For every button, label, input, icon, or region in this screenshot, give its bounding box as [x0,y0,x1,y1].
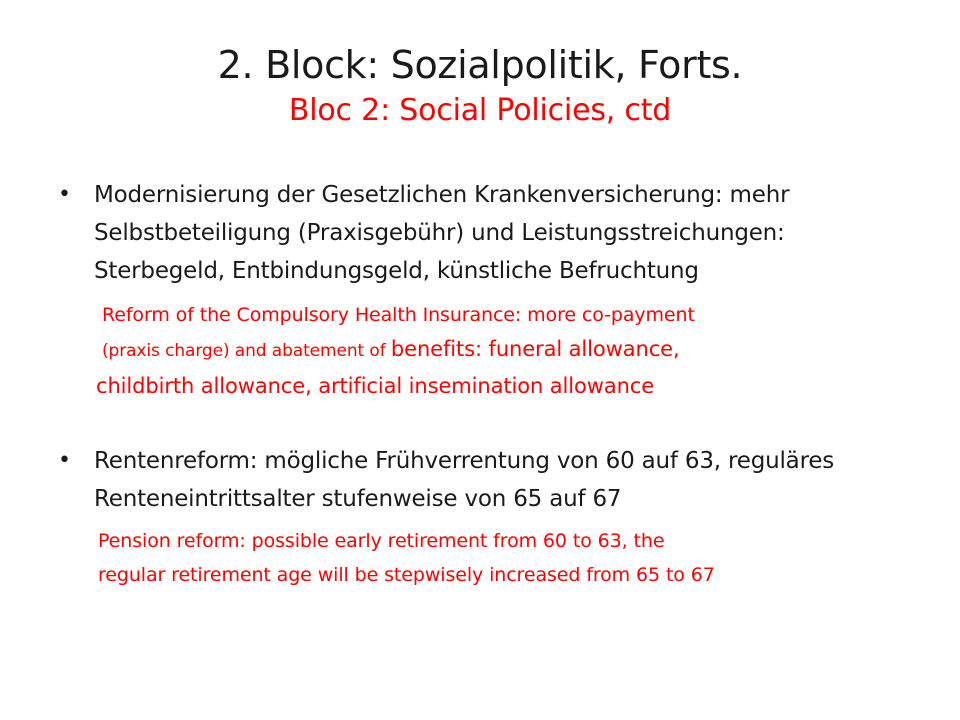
slide-title [0,40,960,132]
translation-line: regular retirement age will be stepwisely increased from 65 to 67 [98,564,715,586]
bullet-icon: • [58,182,71,207]
translation-line: Reform of the Compulsory Health Insurance: more co-payment [102,304,695,326]
slide-content [58,176,918,592]
translation-line: Pension reform: possible early retirement from 60 to 63, the [98,530,665,552]
bullet-icon: • [58,448,71,473]
translation-segment: benefits: funeral allowance, [390,337,680,361]
translation-line: childbirth allowance, artificial insemination allowance [96,374,655,398]
title-german: 2. Block: Sozialpolitik, Forts. [217,43,743,87]
bullet-text-german: Rentenreform: mögliche Frühverrentung von 60 auf 63, reguläres Renteneintrittsalter stufenweise von 65 auf 67 [94,448,835,512]
bullet-pension-reform [58,442,918,592]
bullet-text-german: Modernisierung der Gesetzlichen Krankenversicherung: mehr Selbstbeteiligung (Praxisgebühr) und Leistungsstreichungen: Sterbegeld, Entbindungsgeld, künstliche Befruchtung [94,182,790,284]
translation-segment: (praxis charge) and abatement of [102,341,391,361]
bullet-translation-english [94,298,918,404]
title-english: Bloc 2: Social Policies, ctd [288,93,672,128]
translation-line [96,332,918,368]
bullet-translation-english [94,524,918,592]
bullet-health-insurance [58,176,918,404]
